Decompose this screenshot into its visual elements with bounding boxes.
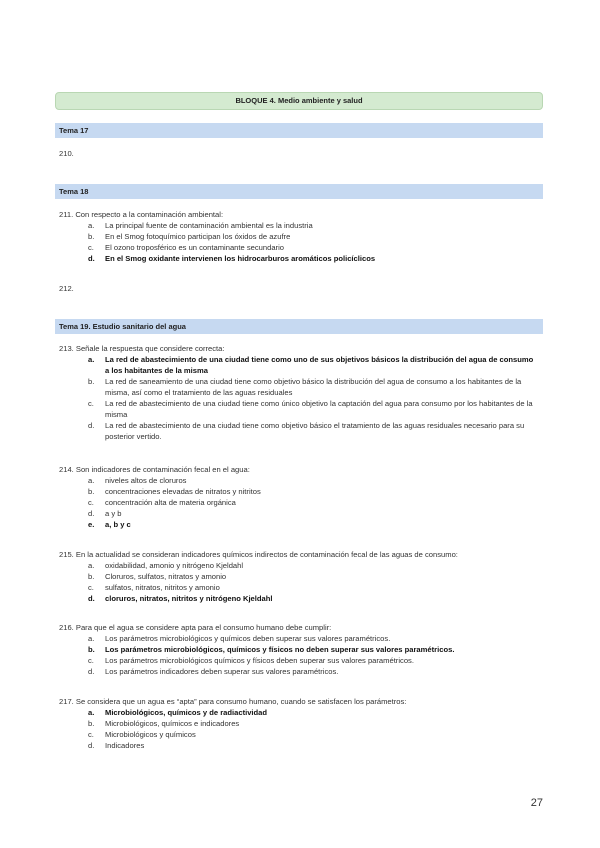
option-b: b. concentraciones elevadas de nitratos y nitritos (88, 487, 261, 496)
option-d: d. a y b (88, 509, 122, 518)
option-a: a. niveles altos de cloruros (88, 476, 187, 485)
option-c: c. La red de abastecimiento de una ciudad tiene como único objetivo la captación del agua para consumo por los habitantes de la misma (88, 399, 533, 419)
option-b: b. La red de saneamiento de una ciudad tiene como objetivo básico la distribución del agua de consumo a los habitantes de la misma, así como el tratamiento de las aguas residuales (88, 377, 522, 397)
question-212 (59, 283, 74, 294)
question-stem: 215. En la actualidad se consideran indicadores químicos indirectos de contaminación fecal de las aguas de consumo: (59, 550, 458, 559)
question-214 (59, 464, 537, 530)
option-e-correct: e. a, b y c (88, 520, 131, 529)
option-a-correct: a. La red de abastecimiento de una ciudad tiene como uno de sus objetivos básicos la distribución del agua de consumo a los habitantes de la misma (88, 355, 534, 375)
option-d: d. Indicadores (88, 741, 145, 750)
question-213 (59, 343, 537, 442)
tema-17-header: Tema 17 (55, 123, 543, 138)
tema-19-header: Tema 19. Estudio sanitario del agua (55, 319, 543, 334)
option-b: b. Cloruros, sulfatos, nitratos y amonio (88, 572, 227, 581)
question-216 (59, 622, 537, 677)
option-b: b. Microbiológicos, químicos e indicadores (88, 719, 240, 728)
option-d-correct: d. cloruros, nitratos, nitritos y nitrógeno Kjeldahl (88, 594, 273, 603)
option-d-correct: d. En el Smog oxidante intervienen los hidrocarburos aromáticos policíclicos (88, 254, 376, 263)
option-c: c. Microbiológicos y químicos (88, 730, 196, 739)
option-c: c. sulfatos, nitratos, nitritos y amonio (88, 583, 220, 592)
question-stem: 210. (59, 149, 74, 158)
option-a-correct: a. Microbiológicos, químicos y de radiactividad (88, 708, 268, 717)
question-stem: 217. Se considera que un agua es “apta” para consumo humano, cuando se satisfacen los parámetros: (59, 697, 407, 706)
question-stem: 216. Para que el agua se considere apta para el consumo humano debe cumplir: (59, 623, 332, 632)
option-a: a. La principal fuente de contaminación ambiental es la industria (88, 221, 313, 230)
question-217 (59, 696, 537, 751)
option-c: c. El ozono troposférico es un contaminante secundario (88, 243, 284, 252)
question-stem: 212. (59, 284, 74, 293)
page-number: 27 (530, 797, 543, 809)
question-210 (59, 148, 74, 159)
question-stem: 214. Son indicadores de contaminación fecal en el agua: (59, 465, 250, 474)
tema-18-header: Tema 18 (55, 184, 543, 199)
question-211 (59, 209, 537, 264)
option-a: a. Los parámetros microbiológicos y químicos deben superar sus valores paramétricos. (88, 634, 391, 643)
option-b-correct: b. Los parámetros microbiológicos, químicos y físicos no deben superar sus valores paramétricos. (88, 645, 455, 654)
question-215 (59, 549, 537, 604)
question-stem: 213. Señale la respuesta que considere correcta: (59, 344, 225, 353)
option-d: d. La red de abastecimiento de una ciudad tiene como objetivo básico el tratamiento de las aguas residuales necesario para su posterior vertido. (88, 421, 525, 441)
block-header: BLOQUE 4. Medio ambiente y salud (55, 92, 543, 110)
option-c: c. concentración alta de materia orgánica (88, 498, 236, 507)
question-stem: 211. Con respecto a la contaminación ambiental: (59, 210, 224, 219)
option-a: a. oxidabilidad, amonio y nitrógeno Kjeldahl (88, 561, 244, 570)
option-b: b. En el Smog fotoquímico participan los óxidos de azufre (88, 232, 291, 241)
option-d: d. Los parámetros indicadores deben superar sus valores paramétricos. (88, 667, 339, 676)
option-c: c. Los parámetros microbiológicos químicos y físicos deben superar sus valores paramétricos. (88, 656, 414, 665)
